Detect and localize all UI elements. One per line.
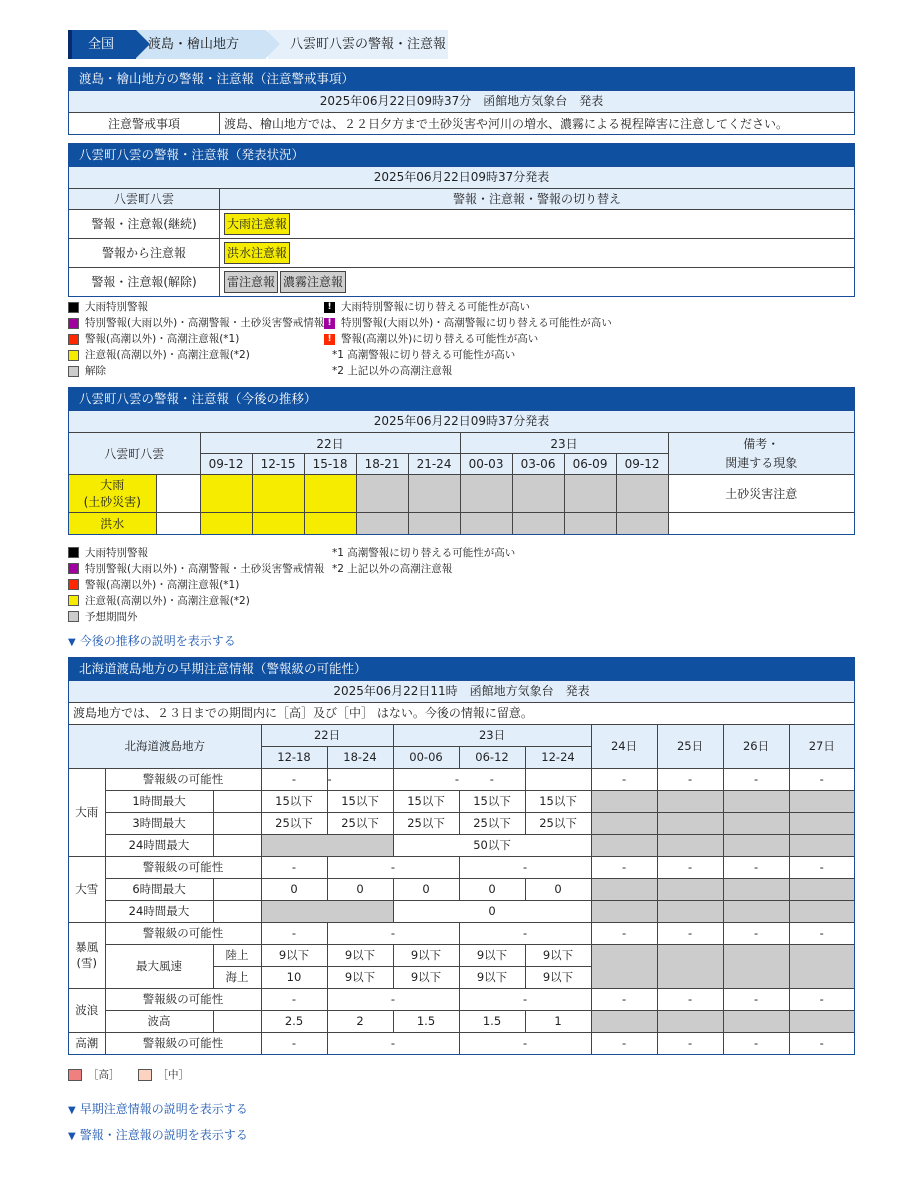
day-header: 22日 — [261, 724, 393, 746]
value-cell: 9以下 — [327, 944, 393, 966]
early-explain-toggle[interactable]: ▼ 早期注意情報の説明を表示する — [68, 1101, 248, 1116]
group-label: 暴風(雪) — [69, 922, 105, 988]
legend-item: 特別警報(大雨以外)・高潮警報・土砂災害警戒情報 — [68, 315, 324, 331]
legend-swatch — [68, 579, 79, 590]
time-header: 00-03 — [460, 454, 512, 475]
warning-tag: 雷注意報 — [224, 271, 278, 293]
value-cell: - — [327, 988, 459, 1010]
value-cell: - — [723, 922, 789, 944]
row-label: 警報級の可能性 — [105, 856, 261, 878]
phenomenon-label: 洪水 — [69, 513, 156, 534]
time-header: 15-18 — [304, 454, 356, 475]
legend-swatch — [68, 563, 79, 574]
forecast-cell — [564, 513, 616, 534]
forecast-cell — [304, 475, 356, 513]
row-label: 24時間最大 — [105, 900, 213, 922]
value-cell: 9以下 — [459, 966, 525, 988]
value-cell — [789, 900, 854, 922]
value-cell: 9以下 — [261, 944, 327, 966]
value-cell: - — [789, 1032, 854, 1054]
legend-item: 警報(高潮以外)・高潮注意報(*1) — [68, 577, 324, 593]
issued-time: 2025年06月22日09時37分発表 — [69, 410, 854, 432]
value-cell: - — [789, 988, 854, 1010]
legend-note: *1 高潮警報に切り替える可能性が高い — [332, 546, 516, 559]
value-cell: - — [261, 988, 327, 1010]
value-cell: - — [657, 768, 723, 790]
time-header: 06-09 — [564, 454, 616, 475]
forecast-cell — [304, 513, 356, 534]
group-label: 大雨 — [69, 768, 105, 856]
forecast-cell-blank — [156, 475, 200, 513]
value-cell: 9以下 — [525, 966, 591, 988]
value-cell: 0 — [459, 878, 525, 900]
time-header: 12-24 — [525, 746, 591, 768]
value-cell: 25以下 — [261, 812, 327, 834]
breadcrumb — [68, 30, 855, 59]
value-cell: - — [393, 768, 459, 790]
value-cell: 15以下 — [261, 790, 327, 812]
section-title: 渡島・檜山地方の警報・注意報（注意警戒事項） — [69, 68, 854, 90]
time-header: 18-21 — [356, 454, 408, 475]
row-label: 最大風速 — [105, 944, 213, 988]
forecast-cell — [252, 475, 304, 513]
early-warning-section — [68, 657, 855, 1055]
value-cell — [591, 878, 657, 900]
value-cell: 10 — [261, 966, 327, 988]
value-cell: 9以下 — [393, 966, 459, 988]
value-cell: 15以下 — [459, 790, 525, 812]
forecast-cell-blank — [156, 513, 200, 534]
value-cell: 0 — [525, 878, 591, 900]
value-cell: - — [657, 1032, 723, 1054]
forecast-explain-toggle[interactable]: ▼ 今後の推移の説明を表示する — [68, 633, 236, 648]
value-cell — [723, 834, 789, 856]
value-cell: - — [459, 922, 591, 944]
value-cell: - — [327, 922, 459, 944]
legend-item: ! 大雨特別警報に切り替える可能性が高い — [324, 299, 612, 315]
value-cell: - — [723, 1032, 789, 1054]
value-cell: - — [459, 988, 591, 1010]
value-cell: 1 — [525, 1010, 591, 1032]
legend-swatch — [68, 611, 79, 622]
status-row-tags — [220, 267, 855, 296]
forecast-cell — [356, 475, 408, 513]
caution-label: 注意警戒事項 — [69, 113, 220, 134]
value-cell: 15以下 — [393, 790, 459, 812]
forecast-section — [68, 387, 855, 535]
value-cell: 0 — [393, 878, 459, 900]
breadcrumb-arrow — [266, 30, 280, 58]
section-title: 八雲町八雲の警報・注意報（今後の推移） — [69, 388, 854, 410]
warning-tag: 洪水注意報 — [224, 242, 290, 264]
status-section — [68, 143, 855, 298]
row-label: 警報級の可能性 — [105, 988, 261, 1010]
forecast-cell — [564, 475, 616, 513]
row-label: 警報級の可能性 — [105, 922, 261, 944]
value-cell: - — [591, 1032, 657, 1054]
value-cell: - — [591, 922, 657, 944]
forecast-cell — [512, 513, 564, 534]
value-cell: - — [723, 768, 789, 790]
group-label: 波浪 — [69, 988, 105, 1032]
breadcrumb-item-region[interactable]: 渡島・檜山地方 — [122, 30, 266, 59]
status-row-label: 警報・注意報(解除) — [69, 267, 220, 296]
unit-cell — [213, 834, 261, 856]
value-cell: - — [327, 768, 393, 790]
value-cell — [789, 944, 854, 988]
value-cell: 2 — [327, 1010, 393, 1032]
remark-cell — [668, 513, 854, 534]
unit-cell — [213, 900, 261, 922]
forecast-cell — [460, 475, 512, 513]
value-cell: 1.5 — [393, 1010, 459, 1032]
value-cell: - — [459, 1032, 591, 1054]
value-cell — [657, 1010, 723, 1032]
legend-note: *1 高潮警報に切り替える可能性が高い — [332, 349, 516, 361]
sub-label: 海上 — [213, 966, 261, 988]
unit-cell — [213, 790, 261, 812]
place-header: 八雲町八雲 — [69, 433, 200, 475]
region-header: 北海道渡島地方 — [69, 724, 261, 768]
day-header: 23日 — [393, 724, 591, 746]
value-cell: - — [459, 768, 525, 790]
value-cell — [789, 834, 854, 856]
value-cell — [261, 834, 393, 856]
breadcrumb-item-current: 八雲町八雲の警報・注意報 — [268, 30, 448, 59]
row-label: 6時間最大 — [105, 878, 213, 900]
value-cell: 9以下 — [327, 966, 393, 988]
value-cell — [657, 878, 723, 900]
value-cell — [723, 790, 789, 812]
time-header: 12-15 — [252, 454, 304, 475]
exclamation-icon: ! — [324, 318, 335, 329]
row-label: 24時間最大 — [105, 834, 213, 856]
time-header: 06-12 — [459, 746, 525, 768]
switch-header: 警報・注意報・警報の切り替え — [220, 188, 855, 209]
day-header: 27日 — [789, 724, 854, 768]
unit-cell — [213, 878, 261, 900]
value-cell: - — [657, 922, 723, 944]
value-cell: - — [459, 856, 591, 878]
legend-note: *2 上記以外の高潮注意報 — [332, 562, 453, 575]
group-label: 大雪 — [69, 856, 105, 922]
value-cell: 15以下 — [525, 790, 591, 812]
forecast-cell — [512, 475, 564, 513]
legend-swatch — [68, 302, 79, 313]
value-cell — [591, 812, 657, 834]
early-legend — [68, 1067, 855, 1089]
legend-swatch — [68, 350, 79, 361]
day-header: 25日 — [657, 724, 723, 768]
value-cell — [723, 900, 789, 922]
value-cell: - — [657, 988, 723, 1010]
unit-cell — [213, 812, 261, 834]
value-cell: - — [591, 856, 657, 878]
forecast-cell — [356, 513, 408, 534]
value-cell: 15以下 — [327, 790, 393, 812]
value-cell: 0 — [393, 900, 591, 922]
legend-right — [332, 545, 515, 577]
value-cell — [723, 812, 789, 834]
value-cell — [261, 900, 393, 922]
section-title: 八雲町八雲の警報・注意報（発表状況） — [69, 144, 854, 166]
day-header: 22日 — [200, 433, 460, 454]
value-cell — [591, 944, 657, 988]
value-cell: - — [789, 768, 854, 790]
value-cell: - — [591, 988, 657, 1010]
legend-swatch — [68, 366, 79, 377]
status-row-tags — [220, 238, 855, 267]
status-row-tags — [220, 209, 855, 238]
value-cell: - — [591, 768, 657, 790]
exclamation-icon: ! — [324, 334, 335, 345]
warning-tag: 濃霧注意報 — [280, 271, 346, 293]
time-header: 00-06 — [393, 746, 459, 768]
legend-item: 特別警報(大雨以外)・高潮警報・土砂災害警戒情報 — [68, 561, 324, 577]
caution-section — [68, 67, 855, 135]
row-label: 1時間最大 — [105, 790, 213, 812]
value-cell — [723, 878, 789, 900]
value-cell — [789, 790, 854, 812]
legend-swatch — [68, 547, 79, 558]
value-cell — [525, 768, 591, 790]
value-cell: 9以下 — [459, 944, 525, 966]
status-row-label: 警報から注意報 — [69, 238, 220, 267]
row-label: 警報級の可能性 — [105, 1032, 261, 1054]
value-cell — [591, 1010, 657, 1032]
group-label: 高潮 — [69, 1032, 105, 1054]
legend-item: 警報(高潮以外)・高潮注意報(*1) — [68, 331, 324, 347]
legend-left — [68, 299, 324, 379]
legend-left — [68, 545, 324, 625]
value-cell: 25以下 — [393, 812, 459, 834]
value-cell: 0 — [327, 878, 393, 900]
value-cell: - — [657, 856, 723, 878]
warning-tag: 大雨注意報 — [224, 213, 290, 235]
issued-time: 2025年06月22日09時37分発表 — [69, 166, 854, 188]
time-header: 09-12 — [616, 454, 668, 475]
value-cell — [591, 790, 657, 812]
value-cell: - — [261, 922, 327, 944]
phenomenon-label: 大雨 (土砂災害) — [69, 475, 156, 513]
unit-cell — [213, 1010, 261, 1032]
value-cell: 50以下 — [393, 834, 591, 856]
time-header: 12-18 — [261, 746, 327, 768]
legend-swatch — [68, 318, 79, 329]
value-cell: 25以下 — [525, 812, 591, 834]
forecast-cell — [408, 475, 460, 513]
value-cell — [789, 812, 854, 834]
legend-swatch — [138, 1069, 152, 1081]
breadcrumb-arrow — [136, 30, 150, 58]
row-label: 警報級の可能性 — [105, 768, 261, 790]
exclamation-icon: ! — [324, 302, 335, 313]
time-header: 18-24 — [327, 746, 393, 768]
value-cell — [657, 944, 723, 988]
value-cell: 2.5 — [261, 1010, 327, 1032]
legend-item: 解除 — [68, 363, 324, 379]
status-legend — [68, 299, 855, 379]
value-cell: 9以下 — [525, 944, 591, 966]
value-cell: - — [261, 768, 327, 790]
forecast-cell — [252, 513, 304, 534]
value-cell: - — [261, 856, 327, 878]
legend-item: 注意報(高潮以外)・高潮注意報(*2) — [68, 347, 324, 363]
legend-row: ［高］ ［中］ — [68, 1067, 855, 1083]
section-title: 北海道渡島地方の早期注意情報（警報級の可能性） — [69, 658, 854, 680]
value-cell: - — [789, 856, 854, 878]
time-header: 09-12 — [200, 454, 252, 475]
forecast-cell — [616, 513, 668, 534]
value-cell: - — [723, 988, 789, 1010]
value-cell: - — [723, 856, 789, 878]
value-cell: - — [327, 856, 459, 878]
place-header: 八雲町八雲 — [69, 188, 220, 209]
triangle-down-icon: ▼ — [68, 636, 76, 648]
legend-item: ! 特別警報(大雨以外)・高潮警報に切り替える可能性が高い — [324, 315, 612, 331]
value-cell — [789, 878, 854, 900]
day-header: 24日 — [591, 724, 657, 768]
forecast-cell — [460, 513, 512, 534]
legend-swatch — [68, 595, 79, 606]
value-cell: - — [261, 1032, 327, 1054]
early-summary: 渡島地方では、２３日までの期間内に［高］及び［中］ はない。今後の情報に留意。 — [69, 702, 854, 724]
forecast-cell — [200, 475, 252, 513]
value-cell — [723, 944, 789, 988]
triangle-down-icon: ▼ — [68, 1130, 76, 1142]
forecast-cell — [200, 513, 252, 534]
time-header: 21-24 — [408, 454, 460, 475]
value-cell: 25以下 — [327, 812, 393, 834]
value-cell — [789, 1010, 854, 1032]
status-row-label: 警報・注意報(継続) — [69, 209, 220, 238]
value-cell — [723, 1010, 789, 1032]
breadcrumb-item-national[interactable]: 全国 — [68, 30, 136, 59]
time-header: 03-06 — [512, 454, 564, 475]
day-header: 26日 — [723, 724, 789, 768]
value-cell — [657, 834, 723, 856]
value-cell — [657, 812, 723, 834]
legend-right — [324, 299, 612, 379]
warning-explain-toggle[interactable]: ▼ 警報・注意報の説明を表示する — [68, 1127, 248, 1142]
value-cell: 0 — [261, 878, 327, 900]
legend-item: 大雨特別警報 — [68, 545, 324, 561]
forecast-cell — [616, 475, 668, 513]
value-cell: 25以下 — [459, 812, 525, 834]
legend-item: 注意報(高潮以外)・高潮注意報(*2) — [68, 593, 324, 609]
value-cell — [591, 900, 657, 922]
legend-note: *2 上記以外の高潮注意報 — [332, 365, 453, 377]
row-label: 3時間最大 — [105, 812, 213, 834]
legend-item: ! 警報(高潮以外)に切り替える可能性が高い — [324, 331, 612, 347]
value-cell: 9以下 — [393, 944, 459, 966]
issued-time: 2025年06月22日11時 函館地方気象台 発表 — [69, 680, 854, 702]
forecast-legend — [68, 545, 855, 625]
value-cell — [657, 790, 723, 812]
value-cell: - — [327, 1032, 459, 1054]
day-header: 23日 — [460, 433, 668, 454]
triangle-down-icon: ▼ — [68, 1104, 76, 1116]
row-label: 波高 — [105, 1010, 213, 1032]
legend-item: 大雨特別警報 — [68, 299, 324, 315]
value-cell — [657, 900, 723, 922]
value-cell: 1.5 — [459, 1010, 525, 1032]
value-cell: - — [789, 922, 854, 944]
legend-swatch — [68, 334, 79, 345]
legend-item: 予想期間外 — [68, 609, 324, 625]
caution-text: 渡島、檜山地方では、２２日夕方まで土砂災害や河川の増水、濃霧による視程障害に注意してください。 — [220, 113, 855, 134]
remark-cell: 土砂災害注意 — [668, 475, 854, 513]
legend-swatch — [68, 1069, 82, 1081]
issued-time: 2025年06月22日09時37分 函館地方気象台 発表 — [69, 90, 854, 112]
remarks-header: 備考・ 関連する現象 — [668, 433, 854, 475]
value-cell — [591, 834, 657, 856]
forecast-cell — [408, 513, 460, 534]
sub-label: 陸上 — [213, 944, 261, 966]
